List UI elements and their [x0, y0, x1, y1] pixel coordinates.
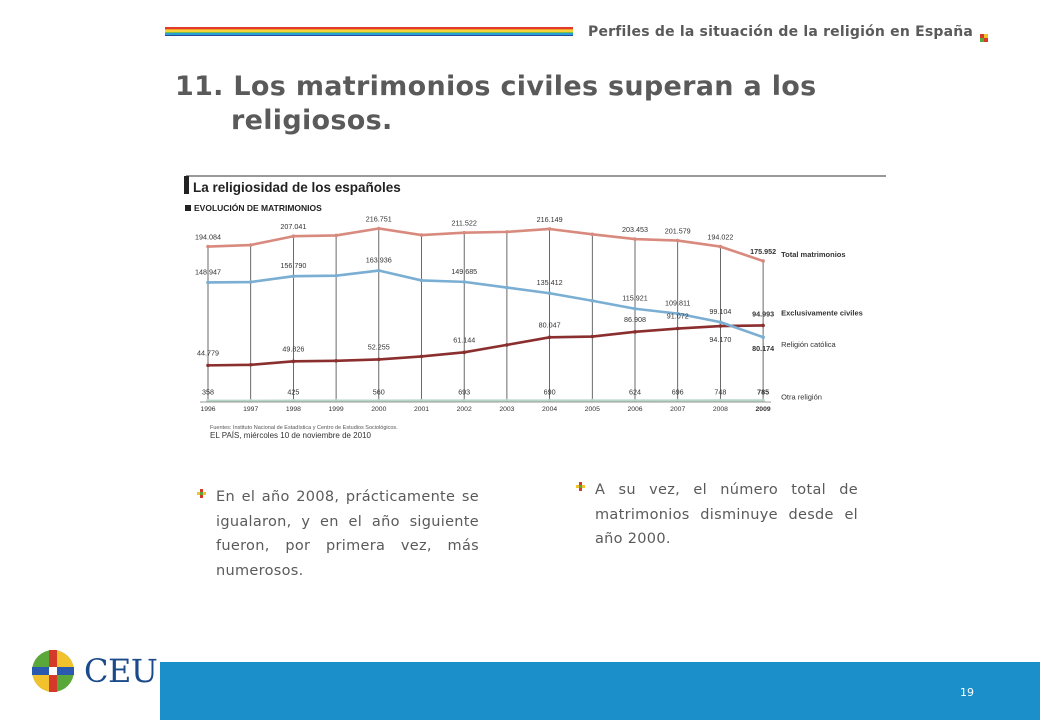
chart-point [548, 335, 552, 339]
bullet-left [216, 485, 479, 583]
chart-data-label: 52.255 [367, 342, 390, 352]
chart-point [249, 280, 253, 284]
chart-point [420, 233, 424, 237]
chart-data-label: 49.826 [282, 344, 305, 354]
chart-point [505, 343, 509, 347]
chart-series-name: Total matrimonios [781, 249, 846, 259]
chart-point [505, 286, 509, 290]
chart-x-tick-label: 2009 [755, 406, 771, 413]
chart-svg [180, 170, 888, 445]
chart-point [292, 234, 296, 238]
chart-x-tick-label: 2006 [627, 406, 643, 413]
chart-data-label: 696 [671, 387, 684, 397]
chart-point [761, 335, 765, 339]
chart-point [548, 227, 552, 231]
chart-data-label: 149.685 [451, 266, 478, 276]
chart-point [633, 330, 637, 334]
chart-data-label: 358 [202, 387, 214, 397]
chart-data-label: 785 [757, 387, 770, 397]
chart-data-label: 115.921 [622, 293, 648, 303]
chart-point [377, 358, 381, 362]
slide-title [175, 70, 875, 138]
chart-x-tick-label: 2004 [542, 406, 558, 413]
chart-data-label: 211.522 [451, 218, 477, 228]
chart [180, 170, 888, 445]
chart-data-label: 194.022 [707, 232, 734, 242]
bullet-right [595, 478, 858, 552]
chart-point [591, 232, 595, 236]
chart-data-label: 94.993 [752, 309, 775, 319]
chart-series-name: Exclusivamente civiles [781, 308, 863, 318]
chart-data-label: 91.072 [666, 311, 689, 321]
chart-point [292, 360, 296, 364]
chart-credit: EL PAÍS, miércoles 10 de noviembre de 2010 [210, 431, 371, 440]
chart-point [334, 234, 338, 238]
chart-data-label: 425 [287, 387, 300, 397]
chart-x-tick-label: 2005 [584, 406, 600, 413]
chart-source: Fuentes: Instituto Nacional de Estadística y Centro de Estudios Sociológicos. [210, 425, 398, 431]
chart-series-name: Otra religión [781, 392, 822, 402]
cross-icon [576, 482, 585, 491]
chart-x-tick-label: 2008 [712, 406, 728, 413]
chart-x-tick-label: 2002 [456, 406, 472, 413]
chart-data-label: 201.579 [664, 226, 691, 236]
chart-point [719, 245, 723, 249]
chart-x-tick-label: 2001 [413, 406, 430, 413]
chart-x-tick-label: 2003 [499, 406, 515, 413]
chart-point [761, 259, 765, 263]
chart-point [462, 351, 466, 355]
chart-data-label: 135.412 [536, 278, 563, 288]
chart-point [377, 227, 381, 231]
ceu-emblem-icon [30, 648, 76, 694]
ceu-logo [30, 648, 170, 698]
chart-data-label: 86.908 [624, 314, 646, 324]
chart-point [591, 335, 595, 339]
chart-data-label: 194.084 [195, 232, 221, 242]
chart-point [334, 359, 338, 363]
chart-point [719, 324, 723, 328]
chart-data-label: 44.779 [197, 348, 219, 358]
chart-data-label: 94.170 [709, 335, 732, 345]
chart-point [249, 363, 253, 367]
chart-point [462, 280, 466, 284]
chart-data-label: 690 [543, 387, 556, 397]
chart-data-label: 99.104 [709, 307, 732, 317]
footer-bar [160, 662, 1040, 720]
chart-point [420, 355, 424, 359]
chart-series-name: Religión católica [781, 340, 836, 350]
chart-data-label: 109.811 [664, 298, 691, 308]
chart-point [633, 307, 637, 311]
chart-x-tick-label: 1998 [285, 406, 301, 413]
chart-title-bar [184, 176, 189, 194]
chart-point [462, 231, 466, 235]
slide-title-line1: 11. Los matrimonios civiles superan a los [175, 71, 817, 102]
chart-subtitle: EVOLUCIÓN DE MATRIMONIOS [194, 203, 322, 213]
header-stripes [165, 27, 573, 36]
chart-point [676, 327, 680, 331]
chart-point [505, 230, 509, 234]
chart-point [249, 243, 253, 247]
chart-x-tick-label: 1999 [328, 406, 344, 413]
logo-text: CEU [84, 652, 158, 690]
chart-point [206, 245, 210, 249]
chart-data-label: 156.790 [280, 261, 307, 271]
chart-data-label: 80.174 [752, 344, 775, 354]
chart-x-tick-label: 2000 [371, 406, 387, 413]
chart-data-label: 61.144 [453, 335, 476, 345]
chart-data-label: 175.952 [750, 246, 777, 256]
chart-data-label: 207.041 [280, 222, 307, 232]
chart-point [761, 324, 765, 328]
chart-data-label: 163.936 [365, 255, 392, 265]
chart-data-label: 693 [458, 387, 471, 397]
chart-point [591, 299, 595, 303]
chart-data-label: 624 [629, 387, 641, 397]
bullet-right-text: A su vez, el número total de matrimonios disminuye desde el año 2000. [595, 482, 858, 547]
chart-data-label: 203.453 [622, 225, 648, 235]
cross-icon [197, 489, 206, 498]
page-number: 19 [960, 686, 974, 699]
chart-data-label: 216.149 [536, 214, 563, 224]
chart-point [633, 237, 637, 241]
chart-title: La religiosidad de los españoles [193, 180, 401, 195]
chart-subtitle-square [185, 205, 191, 211]
chart-data-label: 80.047 [538, 320, 561, 330]
chart-point [206, 364, 210, 368]
chart-point [334, 274, 338, 278]
chart-x-tick-label: 1997 [243, 406, 259, 413]
cross-icon [980, 34, 988, 42]
chart-data-label: 560 [372, 387, 385, 397]
chart-point [548, 291, 552, 295]
chart-point [420, 279, 424, 283]
chart-x-tick-label: 1996 [200, 406, 216, 413]
chart-data-label: 748 [714, 387, 727, 397]
chart-point [676, 239, 680, 243]
bullet-left-text: En el año 2008, prácticamente se igualaron, y en el año siguiente fueron, por primera vez, más numerosos. [216, 489, 479, 579]
header-title: Perfiles de la situación de la religión en España [588, 24, 974, 40]
chart-x-tick-label: 2007 [670, 406, 686, 413]
chart-point [719, 320, 723, 324]
chart-point [292, 274, 296, 278]
chart-data-label: 216.751 [365, 214, 392, 224]
chart-data-label: 148.947 [195, 267, 221, 277]
chart-point [377, 269, 381, 273]
slide-title-line2: religiosos. [231, 105, 393, 136]
chart-point [206, 281, 210, 285]
